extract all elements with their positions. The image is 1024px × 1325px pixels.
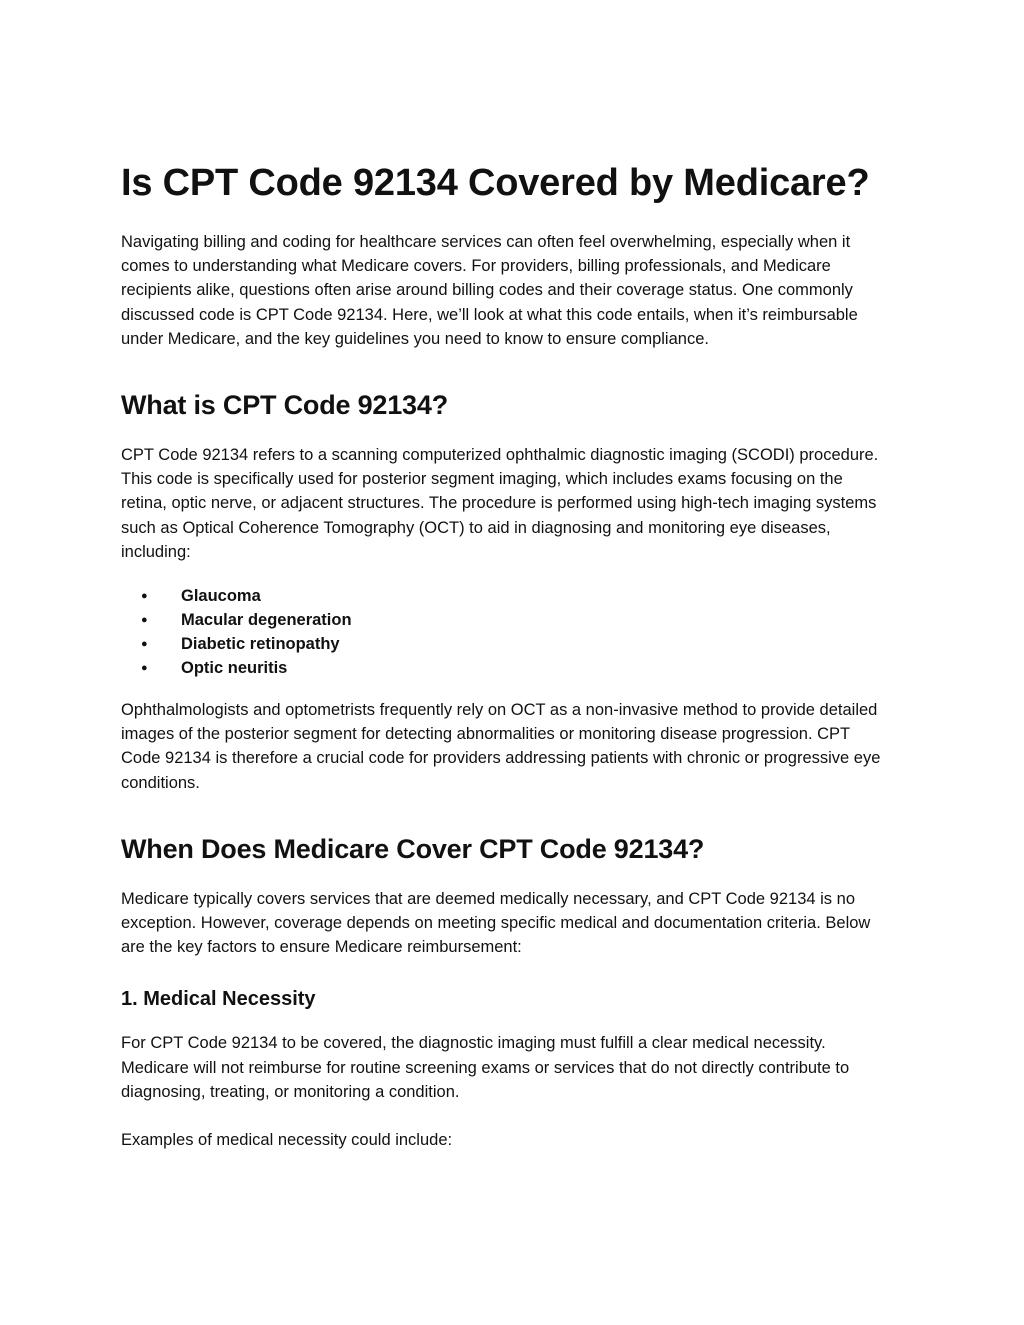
list-item: ● Macular degeneration [121,608,891,632]
section-heading-coverage: When Does Medicare Cover CPT Code 92134? [121,833,705,864]
intro-paragraph: Navigating billing and coding for healthcare services can often feel overwhelming, especially when it comes to understanding what Medicare covers. For providers, billing professionals, and Medicare recipients alike, questions often arise around billing codes and their coverage status. One commonly discussed code is CPT Code 92134. Here, we’ll look at what this code entails, when it’s reimbursable under Medicare, and the key guidelines you need to know to ensure compliance. [121,233,858,348]
subsection-heading-medical-necessity: 1. Medical Necessity [121,988,316,1011]
section-paragraph-coverage: Medicare typically covers services that are deemed medically necessary, and CPT Code 92134 is no exception. However, coverage depends on meeting specific medical and documentation criteria. Below are the key factors to ensure Medicare reimbursement: [121,889,871,957]
page-title: Is CPT Code 92134 Covered by Medicare? [121,162,870,204]
section-paragraph-scodi: CPT Code 92134 refers to a scanning computerized ophthalmic diagnostic imaging (SCODI) procedure. This code is specifically used for posterior segment imaging, which includes exams focusing on the retina, optic nerve, or adjacent structures. The procedure is performed using high-tech imaging systems such as Optical Coherence Tomography (OCT) to aid in diagnosing and monitoring eye diseases, including: [121,446,879,561]
list-item: ● Optic neuritis [121,656,891,680]
list-item: ● Diabetic retinopathy [121,632,891,656]
document-page [121,158,891,1152]
subsection-paragraph-examples: Examples of medical necessity could include: [121,1131,453,1150]
list-item: ● Glaucoma [121,584,891,608]
subsection-paragraph-necessity: For CPT Code 92134 to be covered, the diagnostic imaging must fulfill a clear medical necessity. Medicare will not reimburse for routine screening exams or services that do not directly contribute to diagnosing, treating, or monitoring a condition. [121,1034,850,1101]
conditions-list [121,584,891,680]
section-paragraph-oct: Ophthalmologists and optometrists frequently rely on OCT as a non-invasive method to provide detailed images of the posterior segment for detecting abnormalities or monitoring disease progression. CPT Code 92134 is therefore a crucial code for providers addressing patients with chronic or progressive eye conditions. [121,701,881,792]
section-heading-what-is: What is CPT Code 92134? [121,390,448,421]
